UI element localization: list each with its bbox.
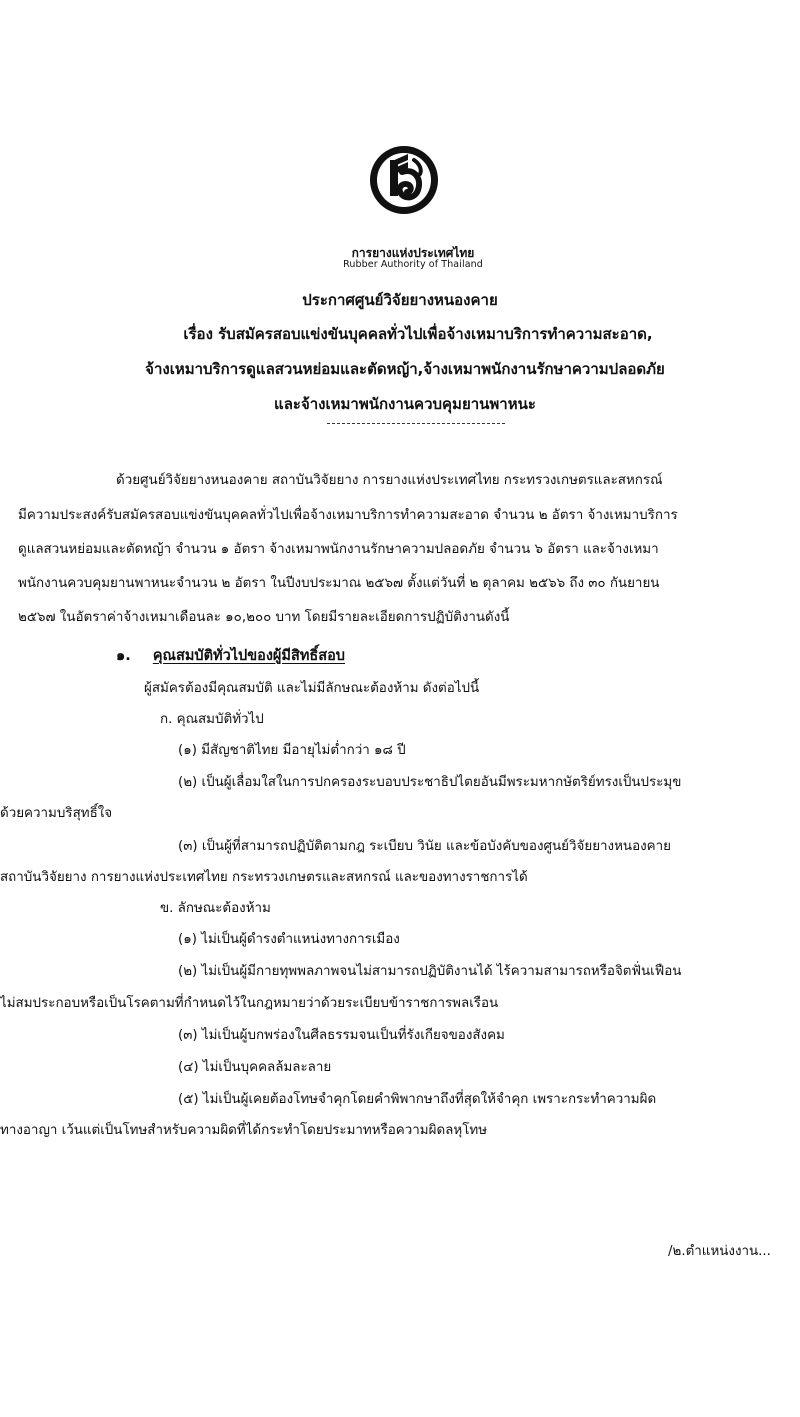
- title-separator: [327, 423, 505, 424]
- section-number: ๑.: [116, 648, 131, 664]
- qualification-item: (๑) มีสัญชาติไทย มีอายุไม่ต่ำกว่า ๑๘ ปี: [178, 743, 406, 758]
- org-name-english: Rubber Authority of Thailand: [343, 259, 483, 270]
- logo-emblem-icon: [368, 134, 440, 230]
- prohibition-item: (๕) ไม่เป็นผู้เคยต้องโทษจำคุกโดยคำพิพากษาถึงที่สุดให้จำคุก เพราะกระทำความผิด: [178, 1092, 657, 1107]
- subject-line: เรื่อง รับสมัครสอบแข่งขันบุคคลทั่วไปเพื่อจ้างเหมาบริการทำความสะอาด,: [183, 325, 653, 343]
- announcement-title: ประกาศศูนย์วิจัยยางหนองคาย: [302, 291, 498, 309]
- intro-line: มีความประสงค์รับสมัครสอบแข่งขันบุคคลทั่วไปเพื่อจ้างเหมาบริการทำความสะอาด จำนวน ๒ อัตรา จ้างเหมาบริการ: [18, 508, 678, 523]
- qualification-item: (๒) เป็นผู้เลื่อมใสในการปกครองระบอบประชาธิปไตยอันมีพระมหากษัตริย์ทรงเป็นประมุข: [178, 775, 682, 790]
- intro-line: พนักงานควบคุมยานพาหนะจำนวน ๒ อัตรา ในปีงบประมาณ ๒๕๖๗ ตั้งแต่วันที่ ๒ ตุลาคม ๒๕๖๖ ถึง ๓๐ กันยายน: [18, 576, 660, 591]
- continuation-note: /๒.ตำแหน่งงาน...: [668, 1244, 771, 1259]
- subject-line: และจ้างเหมาพนักงานควบคุมยานพาหนะ: [274, 395, 536, 413]
- qualification-item-cont: สถาบันวิจัยยาง การยางแห่งประเทศไทย กระทรวงเกษตรและสหกรณ์ และของทางราชการได้: [0, 870, 528, 885]
- subsection-heading: ก. คุณสมบัติทั่วไป: [160, 712, 264, 727]
- prohibition-item-cont: ไม่สมประกอบหรือเป็นโรคตามที่กำหนดไว้ในกฎหมายว่าด้วยระเบียบข้าราชการพลเรือน: [0, 996, 499, 1011]
- rubber-authority-logo: [368, 134, 440, 230]
- section-title: คุณสมบัติทั่วไปของผู้มีสิทธิ์สอบ: [152, 648, 345, 664]
- prohibition-item: (๓) ไม่เป็นผู้บกพร่องในศีลธรรมจนเป็นที่รังเกียจของสังคม: [178, 1028, 505, 1043]
- qualification-item-cont: ด้วยความบริสุทธิ์ใจ: [0, 806, 113, 821]
- subject-line: จ้างเหมาบริการดูแลสวนหย่อมและตัดหญ้า,จ้างเหมาพนักงานรักษาความปลอดภัย: [145, 360, 665, 378]
- prohibition-item-cont: ทางอาญา เว้นแต่เป็นโทษสำหรับความผิดที่ได้กระทำโดยประมาทหรือความผิดลหุโทษ: [0, 1123, 488, 1138]
- section-lead: ผู้สมัครต้องมีคุณสมบัติ และไม่มีลักษณะต้องห้าม ดังต่อไปนี้: [144, 681, 480, 696]
- prohibition-item: (๔) ไม่เป็นบุคคลล้มละลาย: [178, 1060, 332, 1075]
- prohibition-item: (๑) ไม่เป็นผู้ดำรงตำแหน่งทางการเมือง: [178, 932, 400, 947]
- section-heading: [116, 644, 345, 667]
- subsection-heading: ข. ลักษณะต้องห้าม: [160, 901, 271, 916]
- prohibition-item: (๒) ไม่เป็นผู้มีกายทุพพลภาพจนไม่สามารถปฏิบัติงานได้ ไร้ความสามารถหรือจิตฟั่นเฟือน: [178, 964, 682, 979]
- org-name-thai: การยางแห่งประเทศไทย: [351, 246, 475, 260]
- intro-line: ดูแลสวนหย่อมและตัดหญ้า จำนวน ๑ อัตรา จ้างเหมาพนักงานรักษาความปลอดภัย จำนวน ๖ อัตรา และจ้างเหมา: [18, 542, 659, 557]
- intro-line: ด้วยศูนย์วิจัยยางหนองคาย สถาบันวิจัยยาง การยางแห่งประเทศไทย กระทรวงเกษตรและสหกรณ์: [116, 473, 663, 488]
- intro-line: ๒๕๖๗ ในอัตราค่าจ้างเหมาเดือนละ ๑๐,๒๐๐ บาท โดยมีรายละเอียดการปฏิบัติงานดังนี้: [18, 610, 510, 625]
- qualification-item: (๓) เป็นผู้ที่สามารถปฏิบัติตามกฎ ระเบียบ วินัย และข้อบังคับของศูนย์วิจัยยางหนองคาย: [178, 839, 671, 854]
